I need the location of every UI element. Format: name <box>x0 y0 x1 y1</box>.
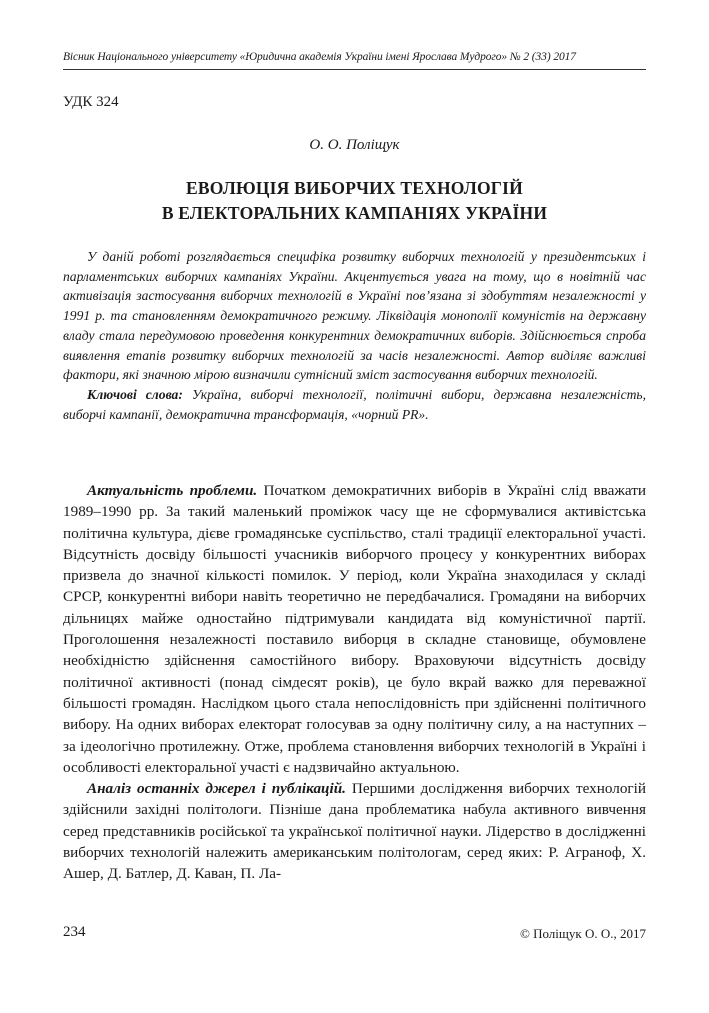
paragraph-literature <box>63 778 646 884</box>
section-lead-literature: Аналіз останніх джерел і публікацій. <box>87 780 346 798</box>
page-number: 234 <box>63 924 86 940</box>
keywords <box>63 385 646 424</box>
udc-code: УДК 324 <box>63 94 119 110</box>
paragraph-relevance <box>63 480 646 778</box>
keywords-text: Україна, виборчі технології, політичні вибори, державна незалежність, виборчі кампанії, демократична трансформація, «чорний PR». <box>63 386 646 422</box>
article-body <box>63 480 646 885</box>
abstract <box>63 247 646 424</box>
section-lead-relevance: Актуальність проблеми. <box>87 482 258 499</box>
title-line-1: ЕВОЛЮЦІЯ ВИБОРЧИХ ТЕХНОЛОГІЙ <box>186 178 523 198</box>
journal-page <box>63 0 646 1013</box>
title-line-2: В ЕЛЕКТОРАЛЬНИХ КАМПАНІЯХ УКРАЇНИ <box>161 203 548 223</box>
paragraph-relevance-text: Початком демократичних виборів в Україні слід вважати 1989–1990 рр. За такий маленький проміжок часу ще не сформувалися активістська політична культура, дієве громадянське суспільство, сталі традиції електоральної участі. Відсутність досвіду більшості учасників виборчого процесу у конкурентних виборах призвела до значної кількості помилок. У період, коли Україна знаходилася у складі СРСР, конкурентні вибори навіть теоретично не передбачалися. Громадяни на виборчих дільницях майже одностайно підтримували кандидата від комуністичної партії. Проголошення незалежності поставило виборця в складне становище, обумовлене необхідністю здійснення самостійного вибору. Враховуючи відсутність досвіду політичної активності (понад сімдесят років), це було вкрай важко для переважної більшості громадян. Наслідком цього стала непослідовність при здійсненні політичного вибору. На одних виборах електорат голосував за одну політичну силу, а на наступних – за ідеологічно протилежну. Отже, проблема становлення виборчих технологій в Україні і особливості електоральної участі є надзвичайно актуальною. <box>63 482 646 776</box>
copyright: © Поліщук О. О., 2017 <box>519 926 646 941</box>
paragraph-literature-text: Першими дослідження виборчих технологій здійснили західні політологи. Пізніше дана проблематика набула активного вивчення серед представників російської та української політичної науки. Лідерство в дослідженні виборчих технологій належить американським політологам, серед яких: Р. Аграноф, Х. Ашер, Д. Батлер, Д. Каван, П. Ла- <box>63 780 646 883</box>
abstract-text: У даній роботі розглядається специфіка розвитку виборчих технологій у президентських і парламентських виборчих кампаніях України. Акцентується увага на тому, що в новітній час активізація застосування виборчих технологій в Україні пов’язана зі здобуттям незалежності у 1991 р. та становленням демократичного режиму. Ліквідація монополії комуністів на державну владу стала передумовою проведення конкурентних демократичних виборів. Здійснюється спроба виявлення етапів розвитку виборчих технологій за часів незалежності. Автор виділяє важливі фактори, які значною мірою визначили сутнісний зміст застосування виборчих технологій. <box>63 249 646 383</box>
header-rule <box>63 69 646 70</box>
running-head: Вісник Національного університету «Юридична академія України імені Ярослава Мудрого» № 2 (33) 2017 <box>63 51 576 63</box>
article-title <box>63 176 646 226</box>
author-name: О. О. Поліщук <box>309 137 400 153</box>
keywords-label: Ключові слова: <box>87 386 183 402</box>
